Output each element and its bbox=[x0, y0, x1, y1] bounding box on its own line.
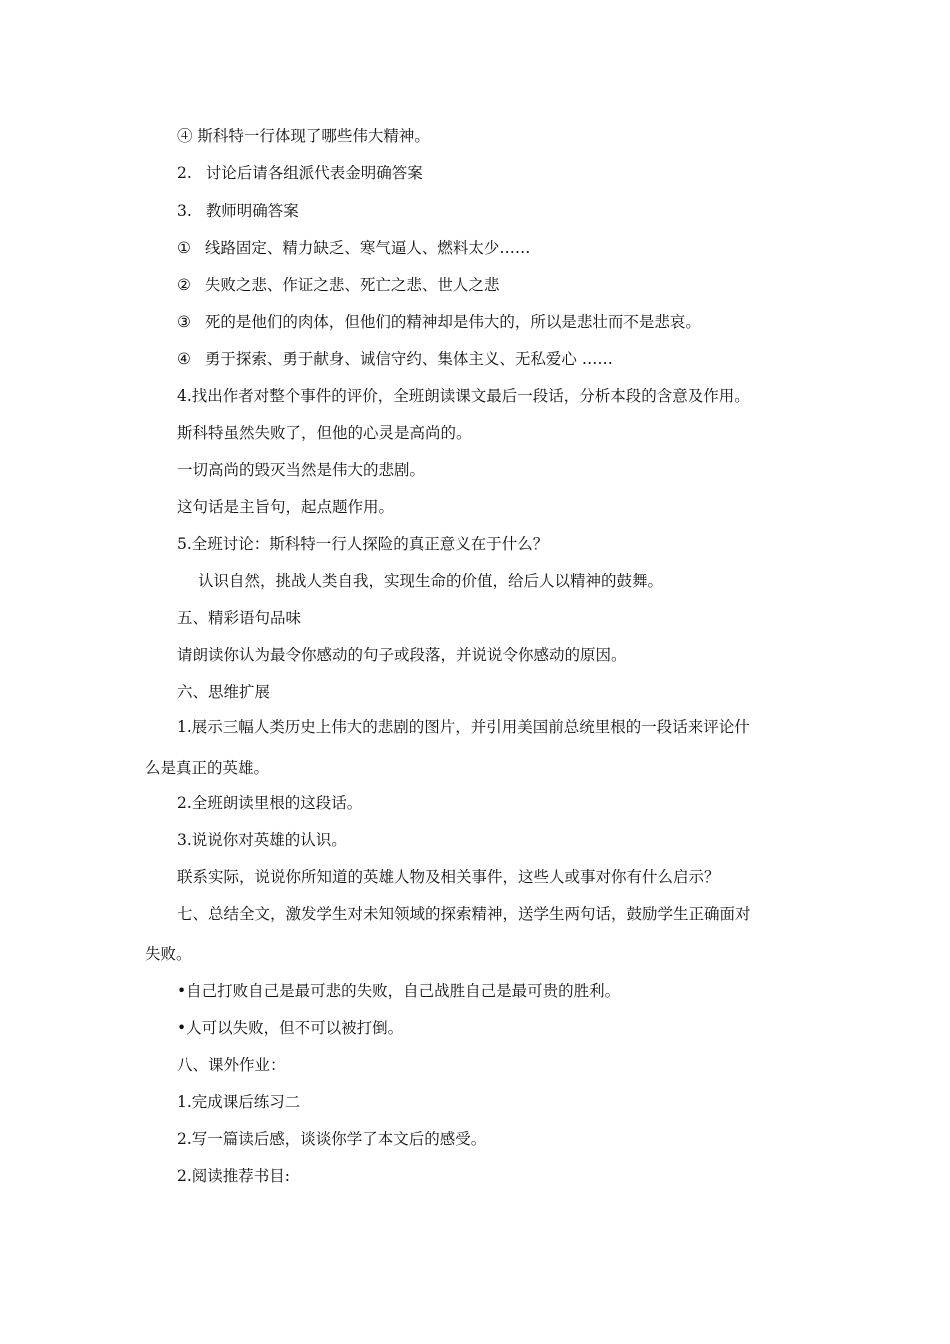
paragraph: 1.展示三幅人类历史上伟大的悲剧的图片，并引用美国前总统里根的一段话来评论什 bbox=[177, 718, 750, 736]
paragraph: 5.全班讨论：斯科特一行人探险的真正意义在于什么？ bbox=[177, 535, 549, 553]
item-text: 死的是他们的肉体，但他们的精神却是伟大的，所以是悲壮而不是悲哀。 bbox=[204, 313, 701, 331]
item-text: 线路固定、精力缺乏、寒气逼人、燃料太少…… bbox=[204, 239, 531, 257]
bullet-item: •自己打败自己是最可悲的失败，自己战胜自己是最可贵的胜利。 bbox=[177, 982, 621, 1000]
paragraph: 认识自然，挑战人类自我，实现生命的价值，给后人以精神的鼓舞。 bbox=[198, 572, 664, 590]
circled-item bbox=[177, 275, 499, 295]
item-text: 勇于探索、勇于献身、诚信守约、集体主义、无私爱心 …… bbox=[204, 350, 613, 368]
item-number: ② bbox=[177, 276, 191, 294]
paragraph-continuation: 么是真正的英雄。 bbox=[145, 759, 270, 777]
paragraph: 1.完成课后练习二 bbox=[177, 1093, 301, 1111]
paragraph: 请朗读你认为最令你感动的句子或段落，并说说令你感动的原因。 bbox=[177, 646, 627, 664]
paragraph: 一切高尚的毁灭当然是伟大的悲剧。 bbox=[177, 461, 426, 479]
paragraph: 联系实际，说说你所知道的英雄人物及相关事件，这些人或事对你有什么启示？ bbox=[177, 868, 720, 886]
paragraph: 2.阅读推荐书目: bbox=[177, 1167, 291, 1185]
item-text: 教师明确答案 bbox=[205, 202, 299, 220]
paragraph: ④ 斯科特一行体现了哪些伟大精神。 bbox=[177, 127, 430, 145]
item-number: ③ bbox=[177, 313, 191, 331]
paragraph: 斯科特虽然失败了，但他的心灵是高尚的。 bbox=[177, 424, 472, 442]
paragraph: 3.说说你对英雄的认识。 bbox=[177, 831, 347, 849]
item-text: 失败之悲、作证之悲、死亡之悲、世人之悲 bbox=[204, 276, 500, 294]
item-number: 3. bbox=[177, 202, 192, 220]
section-heading: 八、课外作业： bbox=[177, 1056, 286, 1074]
section-heading: 七、总结全文，激发学生对未知领域的探索精神，送学生两句话，鼓励学生正确面对 bbox=[177, 905, 751, 923]
paragraph: 这句话是主旨句，起点题作用。 bbox=[177, 498, 395, 516]
item-number: ① bbox=[177, 239, 191, 257]
circled-item bbox=[177, 312, 701, 332]
item-number: ④ bbox=[177, 350, 191, 368]
section-heading: 六、思维扩展 bbox=[177, 683, 271, 701]
circled-item bbox=[177, 349, 613, 369]
numbered-item bbox=[177, 201, 299, 221]
numbered-item bbox=[177, 163, 423, 183]
paragraph-continuation: 失败。 bbox=[145, 945, 192, 963]
bullet-item: •人可以失败，但不可以被打倒。 bbox=[177, 1019, 404, 1037]
paragraph: 2.全班朗读里根的这段话。 bbox=[177, 794, 363, 812]
paragraph: 2.写一篇读后感，谈谈你学了本文后的感受。 bbox=[177, 1130, 487, 1148]
circled-item bbox=[177, 238, 530, 258]
item-number: 2. bbox=[177, 164, 192, 182]
section-heading: 五、精彩语句品味 bbox=[177, 609, 302, 627]
item-text: 讨论后请各组派代表金明确答案 bbox=[205, 164, 423, 182]
paragraph: 4.找出作者对整个事件的评价，全班朗读课文最后一段话，分析本段的含意及作用。 bbox=[177, 387, 750, 405]
